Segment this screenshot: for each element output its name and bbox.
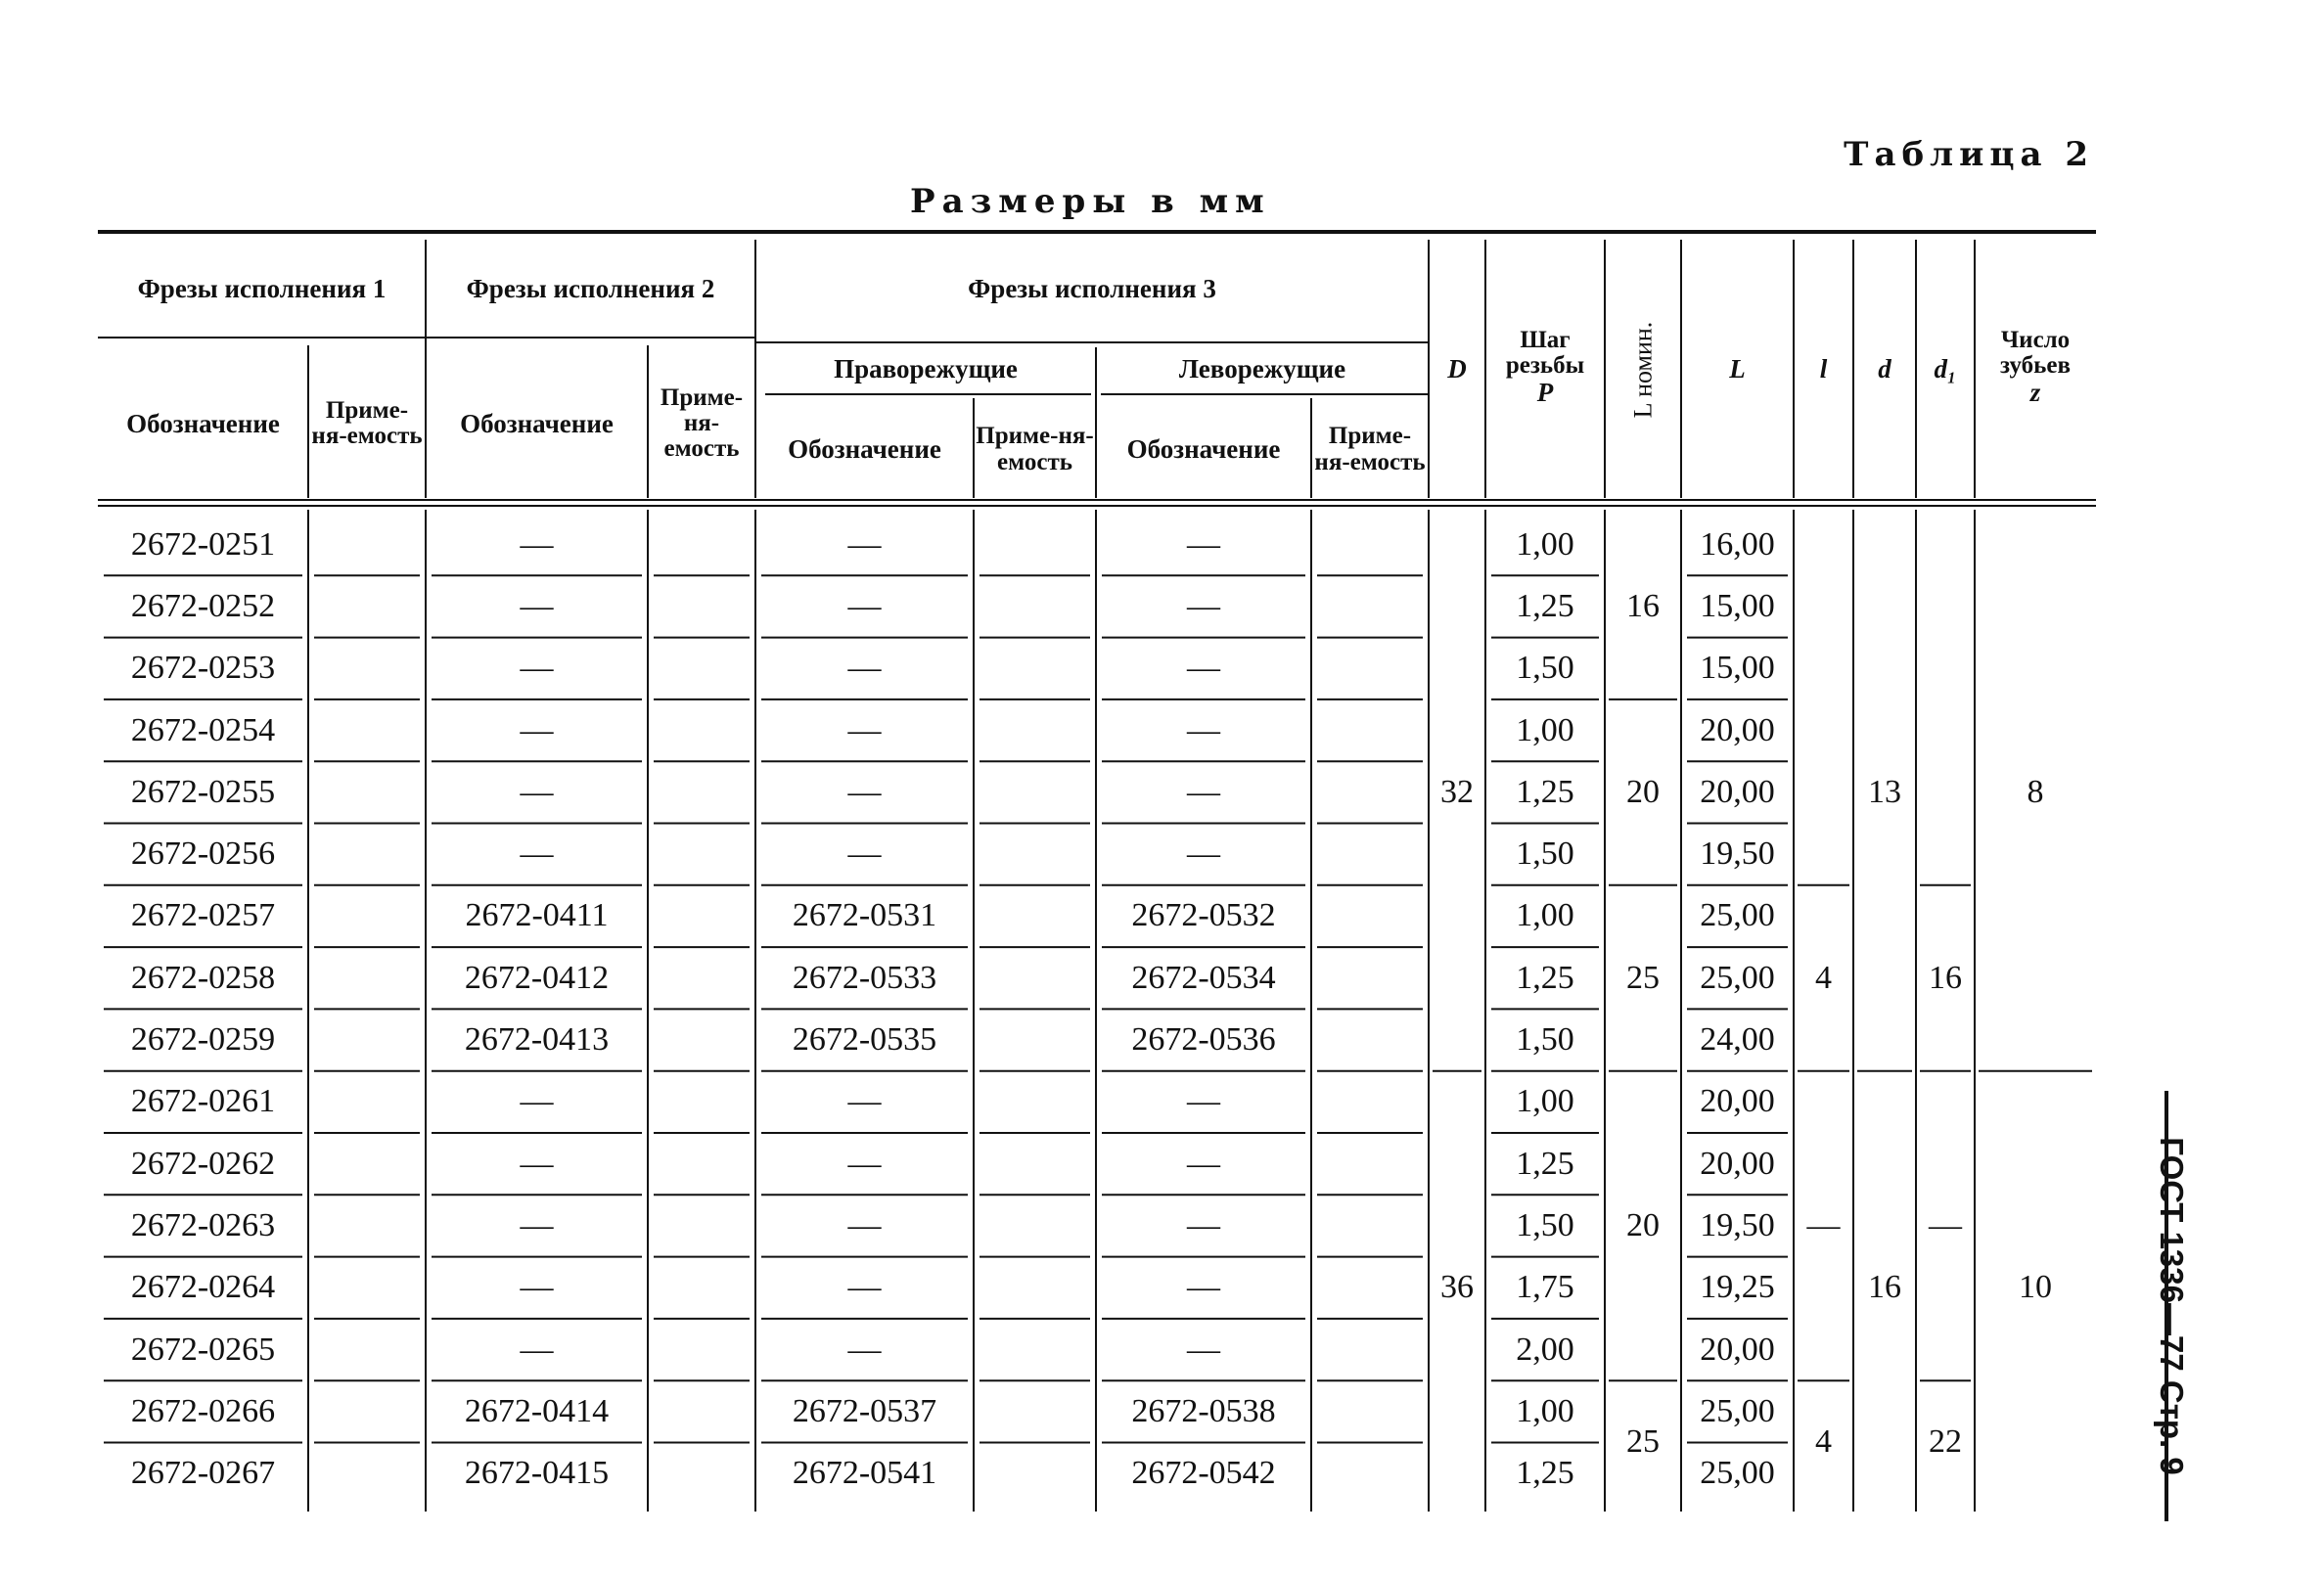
cell-pitch: 2,00 <box>1516 1331 1574 1368</box>
cell-designation-v1: 2672-0256 <box>130 835 276 873</box>
cell-L-nominal: 25 <box>1626 1423 1660 1461</box>
teeth-symbol: z <box>2029 378 2041 408</box>
cell-designation-v1: 2672-0252 <box>130 587 276 624</box>
cell-designation-v1: 2672-0251 <box>130 525 276 563</box>
cell-designation-v3-left: — <box>1187 1083 1220 1120</box>
cell-designation-v3-left: — <box>1187 1145 1220 1182</box>
cell-L: 25,00 <box>1700 1455 1775 1492</box>
cell-pitch: 1,50 <box>1516 650 1574 687</box>
cell-designation-v2: — <box>520 650 554 687</box>
cell-designation-v1: 2672-0253 <box>130 650 276 687</box>
cell-L-nominal: 20 <box>1626 773 1660 810</box>
cell-designation-v3-right: — <box>847 1331 882 1368</box>
cell-L-nominal: 25 <box>1626 959 1660 996</box>
cell-l: — <box>1806 1206 1841 1243</box>
cell-L: 19,50 <box>1700 1206 1775 1243</box>
cell-designation-v3-left: — <box>1187 1331 1220 1368</box>
cell-designation-v3-left: 2672-0536 <box>1131 1021 1276 1059</box>
cell-L: 25,00 <box>1700 959 1775 996</box>
cell-designation-v1: 2672-0267 <box>130 1455 276 1492</box>
gost-page-label: ГОСТ 1336—77 Стр. 9 <box>2154 1137 2190 1475</box>
cell-designation-v3-left: — <box>1187 1269 1220 1306</box>
cell-designation-v2: — <box>520 835 554 873</box>
cell-designation-v3-left: 2672-0538 <box>1131 1392 1276 1429</box>
cell-designation-v2: — <box>520 1145 554 1182</box>
cell-L: 20,00 <box>1700 1083 1775 1120</box>
header-applicability: Приме-ня-емость <box>1314 423 1426 475</box>
cell-designation-v3-left: 2672-0534 <box>1131 959 1276 996</box>
header-designation: Обозначение <box>1126 434 1281 465</box>
cell-pitch: 1,00 <box>1516 1392 1574 1429</box>
cell-pitch: 1,50 <box>1516 1206 1574 1243</box>
header-d1: d₁ <box>1934 354 1957 384</box>
cell-pitch: 1,25 <box>1516 959 1574 996</box>
teeth-label: Число зубьев <box>1999 326 2071 379</box>
cell-pitch: 1,25 <box>1516 773 1574 810</box>
cell-designation-v3-right: — <box>847 1269 882 1306</box>
cell-designation-v2: 2672-0411 <box>465 897 609 934</box>
header-version-1: Фрезы исполнения 1 <box>137 273 387 303</box>
header-L-nominal <box>1605 240 1681 499</box>
cell-pitch: 1,00 <box>1516 1083 1574 1120</box>
cell-L: 20,00 <box>1700 711 1775 748</box>
header-D: D <box>1447 354 1467 384</box>
cell-designation-v3-left: 2672-0532 <box>1131 897 1276 934</box>
header-l: l <box>1819 354 1828 384</box>
cell-designation-v2: — <box>520 773 554 810</box>
cell-designation-v3-right: 2672-0535 <box>792 1021 937 1059</box>
cell-L: 15,00 <box>1700 650 1775 687</box>
cell-designation-v3-left: — <box>1187 587 1220 624</box>
cell-designation-v3-right: 2672-0541 <box>792 1455 937 1492</box>
header-version-3: Фрезы исполнения 3 <box>968 273 1216 303</box>
cell-designation-v1: 2672-0255 <box>130 773 276 810</box>
cell-D: 36 <box>1440 1269 1474 1306</box>
units-caption: Размеры в мм <box>910 182 1271 221</box>
cell-designation-v1: 2672-0265 <box>130 1331 276 1368</box>
cell-designation-v1: 2672-0261 <box>130 1083 276 1120</box>
cell-designation-v2: 2672-0412 <box>464 959 610 996</box>
header-d: d <box>1878 354 1891 384</box>
cell-l <box>1794 514 1853 885</box>
cell-designation-v3-left: 2672-0542 <box>1131 1455 1276 1492</box>
cell-designation-v3-right: — <box>847 711 882 748</box>
cell-l: 4 <box>1815 959 1832 996</box>
gost-side-stamp <box>2141 1091 2190 1521</box>
pitch-label: Шаг резьбы <box>1505 326 1585 379</box>
cell-designation-v2: — <box>520 525 554 563</box>
cell-designation-v1: 2672-0258 <box>130 959 276 996</box>
cell-designation-v2: — <box>520 711 554 748</box>
cell-designation-v3-left: — <box>1187 711 1220 748</box>
cell-designation-v1: 2672-0264 <box>130 1269 276 1306</box>
cell-designation-v2: 2672-0414 <box>464 1392 610 1429</box>
cell-designation-v3-right: — <box>847 650 882 687</box>
cell-L: 25,00 <box>1700 897 1775 934</box>
cell-designation-v3-right: — <box>847 1083 882 1120</box>
cell-designation-v2: — <box>520 587 554 624</box>
header-designation: Обозначение <box>460 408 614 438</box>
header-designation: Обозначение <box>126 408 280 438</box>
table-title: Таблица 2 <box>1844 135 2094 174</box>
cell-L: 16,00 <box>1700 525 1775 563</box>
cell-d1: — <box>1929 1206 1962 1243</box>
cell-L: 24,00 <box>1700 1021 1775 1059</box>
cell-L-nominal: 20 <box>1626 1206 1660 1243</box>
cell-designation-v3-right: — <box>847 525 882 563</box>
header-applicability: Приме-ня-емость <box>311 396 423 449</box>
cell-d1 <box>1916 514 1975 885</box>
cell-teeth: 10 <box>2019 1269 2052 1306</box>
cell-designation-v2: — <box>520 1083 554 1120</box>
cell-designation-v3-left: — <box>1187 773 1220 810</box>
cell-designation-v2: — <box>520 1206 554 1243</box>
cell-L: 20,00 <box>1700 1145 1775 1182</box>
cell-designation-v1: 2672-0257 <box>130 897 276 934</box>
cell-d: 16 <box>1868 1269 1901 1306</box>
cell-L: 15,00 <box>1700 587 1775 624</box>
cell-L: 19,50 <box>1700 835 1775 873</box>
cell-L: 20,00 <box>1700 1331 1775 1368</box>
cell-l: 4 <box>1815 1423 1832 1461</box>
cell-designation-v2: 2672-0415 <box>464 1455 610 1492</box>
header-designation: Обозначение <box>788 434 941 465</box>
cell-L-nominal: 16 <box>1626 587 1660 624</box>
header-applicability: Приме-ня-емость <box>660 384 744 463</box>
cell-designation-v3-right: 2672-0537 <box>792 1392 937 1429</box>
cell-designation-v3-right: — <box>847 773 882 810</box>
cell-pitch: 1,00 <box>1516 711 1574 748</box>
cell-designation-v3-left: — <box>1187 1206 1220 1243</box>
cell-L: 25,00 <box>1700 1392 1775 1429</box>
cell-designation-v3-right: — <box>847 587 882 624</box>
cell-designation-v3-left: — <box>1187 650 1220 687</box>
cell-d1: 16 <box>1929 959 1962 996</box>
header-pitch <box>1485 318 1605 416</box>
cell-designation-v2: — <box>520 1269 554 1306</box>
header-applicability: Приме-ня-емость <box>976 423 1094 475</box>
cell-L: 20,00 <box>1700 773 1775 810</box>
cell-pitch: 1,50 <box>1516 1021 1574 1059</box>
cell-pitch: 1,25 <box>1516 1455 1574 1492</box>
header-left-cutting: Леворежущие <box>1178 354 1346 384</box>
cell-designation-v3-left: — <box>1187 525 1220 563</box>
cell-designation-v1: 2672-0266 <box>130 1392 276 1429</box>
header-right-cutting: Праворежущие <box>834 354 1018 384</box>
L-nominal-label: L номин. <box>1628 321 1657 418</box>
cell-pitch: 1,50 <box>1516 835 1574 873</box>
pitch-symbol: P <box>1536 378 1554 408</box>
cell-L: 19,25 <box>1700 1269 1775 1306</box>
cell-designation-v2: — <box>520 1331 554 1368</box>
cell-designation-v1: 2672-0262 <box>130 1145 276 1182</box>
cell-d: 13 <box>1868 773 1901 810</box>
cell-designation-v1: 2672-0254 <box>130 711 276 748</box>
dimensions-table <box>98 230 2096 1512</box>
cell-D: 32 <box>1440 773 1474 810</box>
cell-designation-v3-right: 2672-0533 <box>792 959 937 996</box>
cell-d1: 22 <box>1929 1423 1962 1461</box>
cell-pitch: 1,00 <box>1516 525 1574 563</box>
cell-teeth: 8 <box>2027 773 2044 810</box>
cell-designation-v2: 2672-0413 <box>464 1021 610 1059</box>
cell-designation-v3-right: 2672-0531 <box>792 897 937 934</box>
cell-designation-v1: 2672-0259 <box>130 1021 276 1059</box>
header-L: L <box>1729 354 1746 384</box>
cell-designation-v3-right: — <box>847 1206 882 1243</box>
header-version-2: Фрезы исполнения 2 <box>466 273 715 303</box>
header-teeth <box>1975 318 2096 416</box>
cell-pitch: 1,25 <box>1516 1145 1574 1182</box>
cell-designation-v1: 2672-0263 <box>130 1206 276 1243</box>
cell-pitch: 1,00 <box>1516 897 1574 934</box>
cell-designation-v3-left: — <box>1187 835 1220 873</box>
cell-designation-v3-right: — <box>847 1145 882 1182</box>
cell-designation-v3-right: — <box>847 835 882 873</box>
cell-pitch: 1,25 <box>1516 587 1574 624</box>
cell-pitch: 1,75 <box>1516 1269 1574 1306</box>
